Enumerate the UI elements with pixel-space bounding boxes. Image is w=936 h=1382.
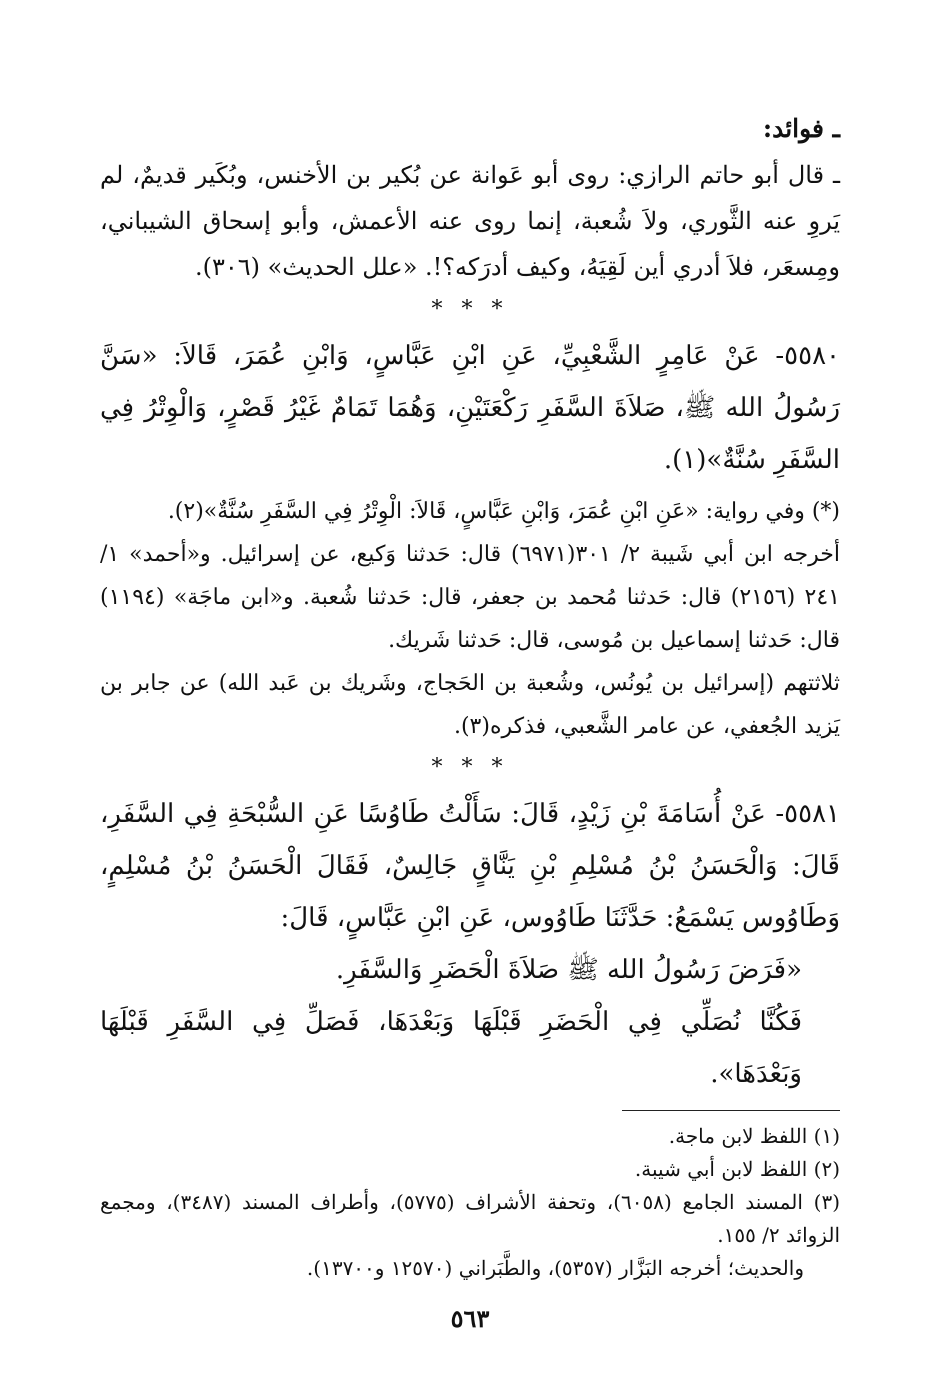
section-separator: * * * bbox=[431, 297, 509, 322]
section-heading: ـ فوائد: bbox=[762, 114, 840, 143]
footnote-3-continuation: والحديث؛ أخرجه البَزَّار (٥٣٥٧)، والطَّبَراني (١٢٥٧٠ و١٣٧٠٠). bbox=[306, 1256, 804, 1280]
hadith-5581-matn-line: «فَرَضَ رَسُولُ الله ﷺ صَلاَةَ الْحَضَرِ وَالسَّفَرِ. bbox=[335, 955, 802, 985]
footnote-2: (٢) اللفظ لابن أبي شيبة. bbox=[634, 1157, 840, 1181]
footnote-3: (٣) المسند الجامع (٦٠٥٨)، وتحفة الأشراف (٥٧٧٥)، وأطراف المسند (٣٤٨٧)، ومجمع الزوائد ٢/ ١٥٥. bbox=[100, 1190, 840, 1247]
hadith-5580-takhrij: أخرجه ابن أبي شَيبة ٢/ ٣٠١(٦٩٧١) قال: حَدثنا وَكيع، عن إسرائيل. و«أحمد» ١/ ٢٤١ (٢١٥٦) قال: حَدثنا مُحمد بن جعفر، قال: حَدثنا شُعبة. و«ابن ماجَة» (١١٩٤) قال: حَدثنا إسماعيل بن مُوسى، قال: حَدثنا شَريك. bbox=[100, 542, 841, 653]
hadith-5580-isnad: ثلاثتهم (إسرائيل بن يُونُس، وشُعبة بن الحَجاج، وشَريك بن عَبد الله) عن جابر بن يَزيد الجُعفي، عن عامر الشَّعبي، فذكره(٣). bbox=[100, 671, 840, 739]
hadith-5581-intro: ٥٥٨١- عَنْ أُسَامَةَ بْنِ زَيْدٍ، قَالَ: سَأَلْتُ طَاوُسًا عَنِ السُّبْحَةِ فِي السَّفَرِ، قَالَ: وَالْحَسَنُ بْنُ مُسْلِمِ بْنِ يَنَّاقٍ جَالِسٌ، فَقَالَ الْحَسَنُ بْنُ مُسْلِمٍ، وَطَاوُوس يَسْمَعُ: حَدَّثَنَا طَاوُوس، عَنِ ابْنِ عَبَّاسٍ، قَالَ: bbox=[100, 799, 840, 933]
page-number: ٥٦٣ bbox=[450, 1304, 490, 1333]
footnote-1: (١) اللفظ لابن ماجة. bbox=[668, 1124, 840, 1148]
footnotes bbox=[100, 1120, 840, 1285]
section-separator: * * * bbox=[431, 755, 509, 780]
footnote-divider bbox=[100, 1100, 840, 1120]
fawaid-paragraph: ـ قال أبو حاتم الرازي: روى أبو عَوانة عن بُكير بن الأخنس، وبُكَير قديمٌ، لم يَروِ عنه الثَّوري، ولاَ شُعبة، إنما روى عنه الأعمش، وأبو إسحاق الشيباني، ومِسعَر، فلاَ أدري أين لَقِيَهُ، وكيف أدرَكه؟!. «علل الحديث» (٣٠٦). bbox=[100, 161, 840, 281]
page-content bbox=[100, 108, 840, 1348]
hadith-5580-variant: (*) وفي رواية: «عَنِ ابْنِ عُمَرَ، وَابْنِ عَبَّاسٍ، قَالاَ: الْوِتْرُ فِي السَّفَرِ سُنَّةٌ»(٢). bbox=[167, 499, 840, 524]
hadith-5580: ٥٥٨٠- عَنْ عَامِرٍ الشَّعْبِيِّ، عَنِ ابْنِ عَبَّاسٍ، وَابْنِ عُمَرَ، قَالاَ: «سَنَّ رَسُولُ الله ﷺ، صَلاَةَ السَّفَرِ رَكْعَتَيْنِ، وَهُمَا تَمَامٌ غَيْرُ قَصْرٍ، وَالْوِتْرُ فِي السَّفَرِ سُنَّةٌ»(١). bbox=[100, 341, 840, 475]
hadith-5581-matn-line: فَكُنَّا نُصَلِّي فِي الْحَضَرِ قَبْلَهَا وَبَعْدَهَا، فَصَلِّ فِي السَّفَرِ قَبْلَهَا وَبَعْدَهَا». bbox=[100, 1007, 802, 1089]
